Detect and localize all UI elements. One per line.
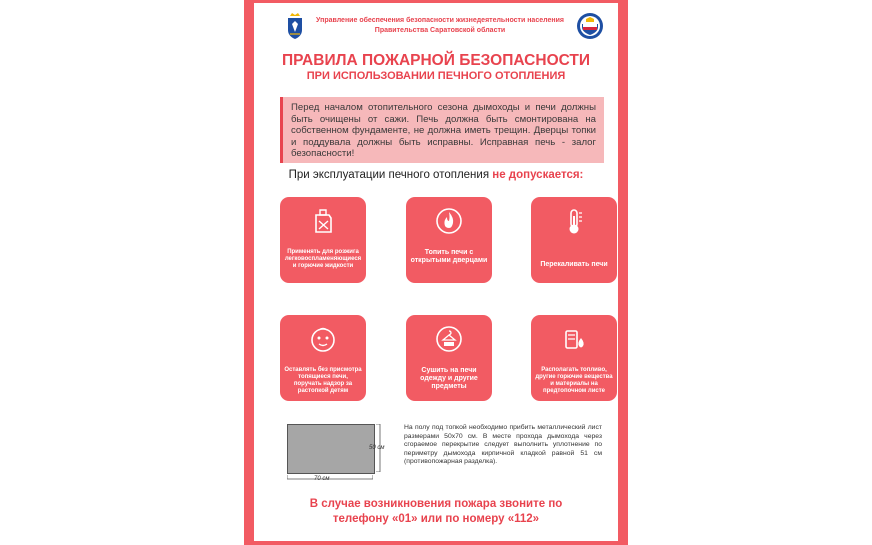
footer-line-1: В случае возникновения пожара звоните по — [309, 498, 563, 510]
metal-sheet-diagram — [287, 424, 375, 474]
emergency-call-footer — [254, 497, 618, 527]
rule-label: Применять для розжига легковоспламеняющиеся и горючие жидкости — [284, 249, 362, 269]
footer-line-2: телефону «01» или по номеру «112» — [332, 513, 540, 525]
rule-label: Топить печи с открытыми дверцами — [410, 249, 488, 264]
page-subtitle: ПРИ ИСПОЛЬЗОВАНИИ ПЕЧНОГО ОТОПЛЕНИЯ — [306, 70, 566, 82]
intro-box — [280, 97, 604, 163]
rule-card-unattended — [280, 315, 366, 401]
width-label: 70 см — [314, 476, 330, 482]
rescue-service-emblem-icon — [576, 12, 604, 40]
poster-content — [254, 3, 618, 541]
prohibitions-heading-highlight: не допускается: — [492, 169, 584, 181]
rule-card-fuel-on-sheet — [531, 315, 617, 401]
height-label: 50 см — [369, 445, 385, 451]
clothes-drying-icon — [435, 325, 463, 353]
intro-text: Перед началом отопительного сезона дымоходы и печи должны быть очищены от сажи. Печь должна быть смонтирована на собственном фундаменте, не должна иметь трещин. Дверцы топки и поддувала должны быть исправны. Исправная печь - залог безопасности! — [291, 102, 596, 160]
fuel-canister-icon — [309, 207, 337, 235]
poster — [244, 0, 628, 545]
rule-card-overheating — [531, 197, 617, 283]
installation-note: На полу под топкой необходимо прибить металлический лист размерами 50х70 см. В месте прохода дымохода через сгораемое перекрытие следует выполнить уплотнение по периметру дымохода кирпичной кладкой равной 51 см (противопожарная разделка). — [404, 424, 602, 466]
coat-of-arms-icon — [286, 12, 304, 40]
rule-label: Оставлять без присмотра топящиеся печи, поручать надзор за растопкой детям — [284, 367, 362, 394]
rule-label: Сушить на печи одежду и другие предметы — [420, 367, 478, 390]
prohibitions-heading-text: При эксплуатации печного отопления — [288, 169, 493, 181]
rule-card-drying-clothes — [406, 315, 492, 401]
page-title: ПРАВИЛА ПОЖАРНОЙ БЕЗОПАСНОСТИ — [281, 52, 591, 69]
rule-card-open-doors — [406, 197, 492, 283]
child-face-icon — [309, 325, 337, 353]
rule-card-flammable-liquids — [280, 197, 366, 283]
prohibitions-heading — [254, 168, 618, 182]
rule-label: Перекаливать печи — [540, 261, 608, 268]
organization-name — [312, 16, 568, 36]
rule-label: Располагать топливо, другие горючие вещества и материалы на предтопочном листе — [535, 367, 613, 394]
organization-line-2: Правительства Саратовской области — [374, 27, 506, 34]
thermometer-icon — [560, 207, 588, 235]
width-dimension-line — [287, 474, 373, 484]
fuel-container-icon — [560, 325, 588, 353]
flame-icon — [435, 207, 463, 235]
organization-line-1: Управление обеспечения безопасности жизнедеятельности населения — [316, 17, 564, 24]
